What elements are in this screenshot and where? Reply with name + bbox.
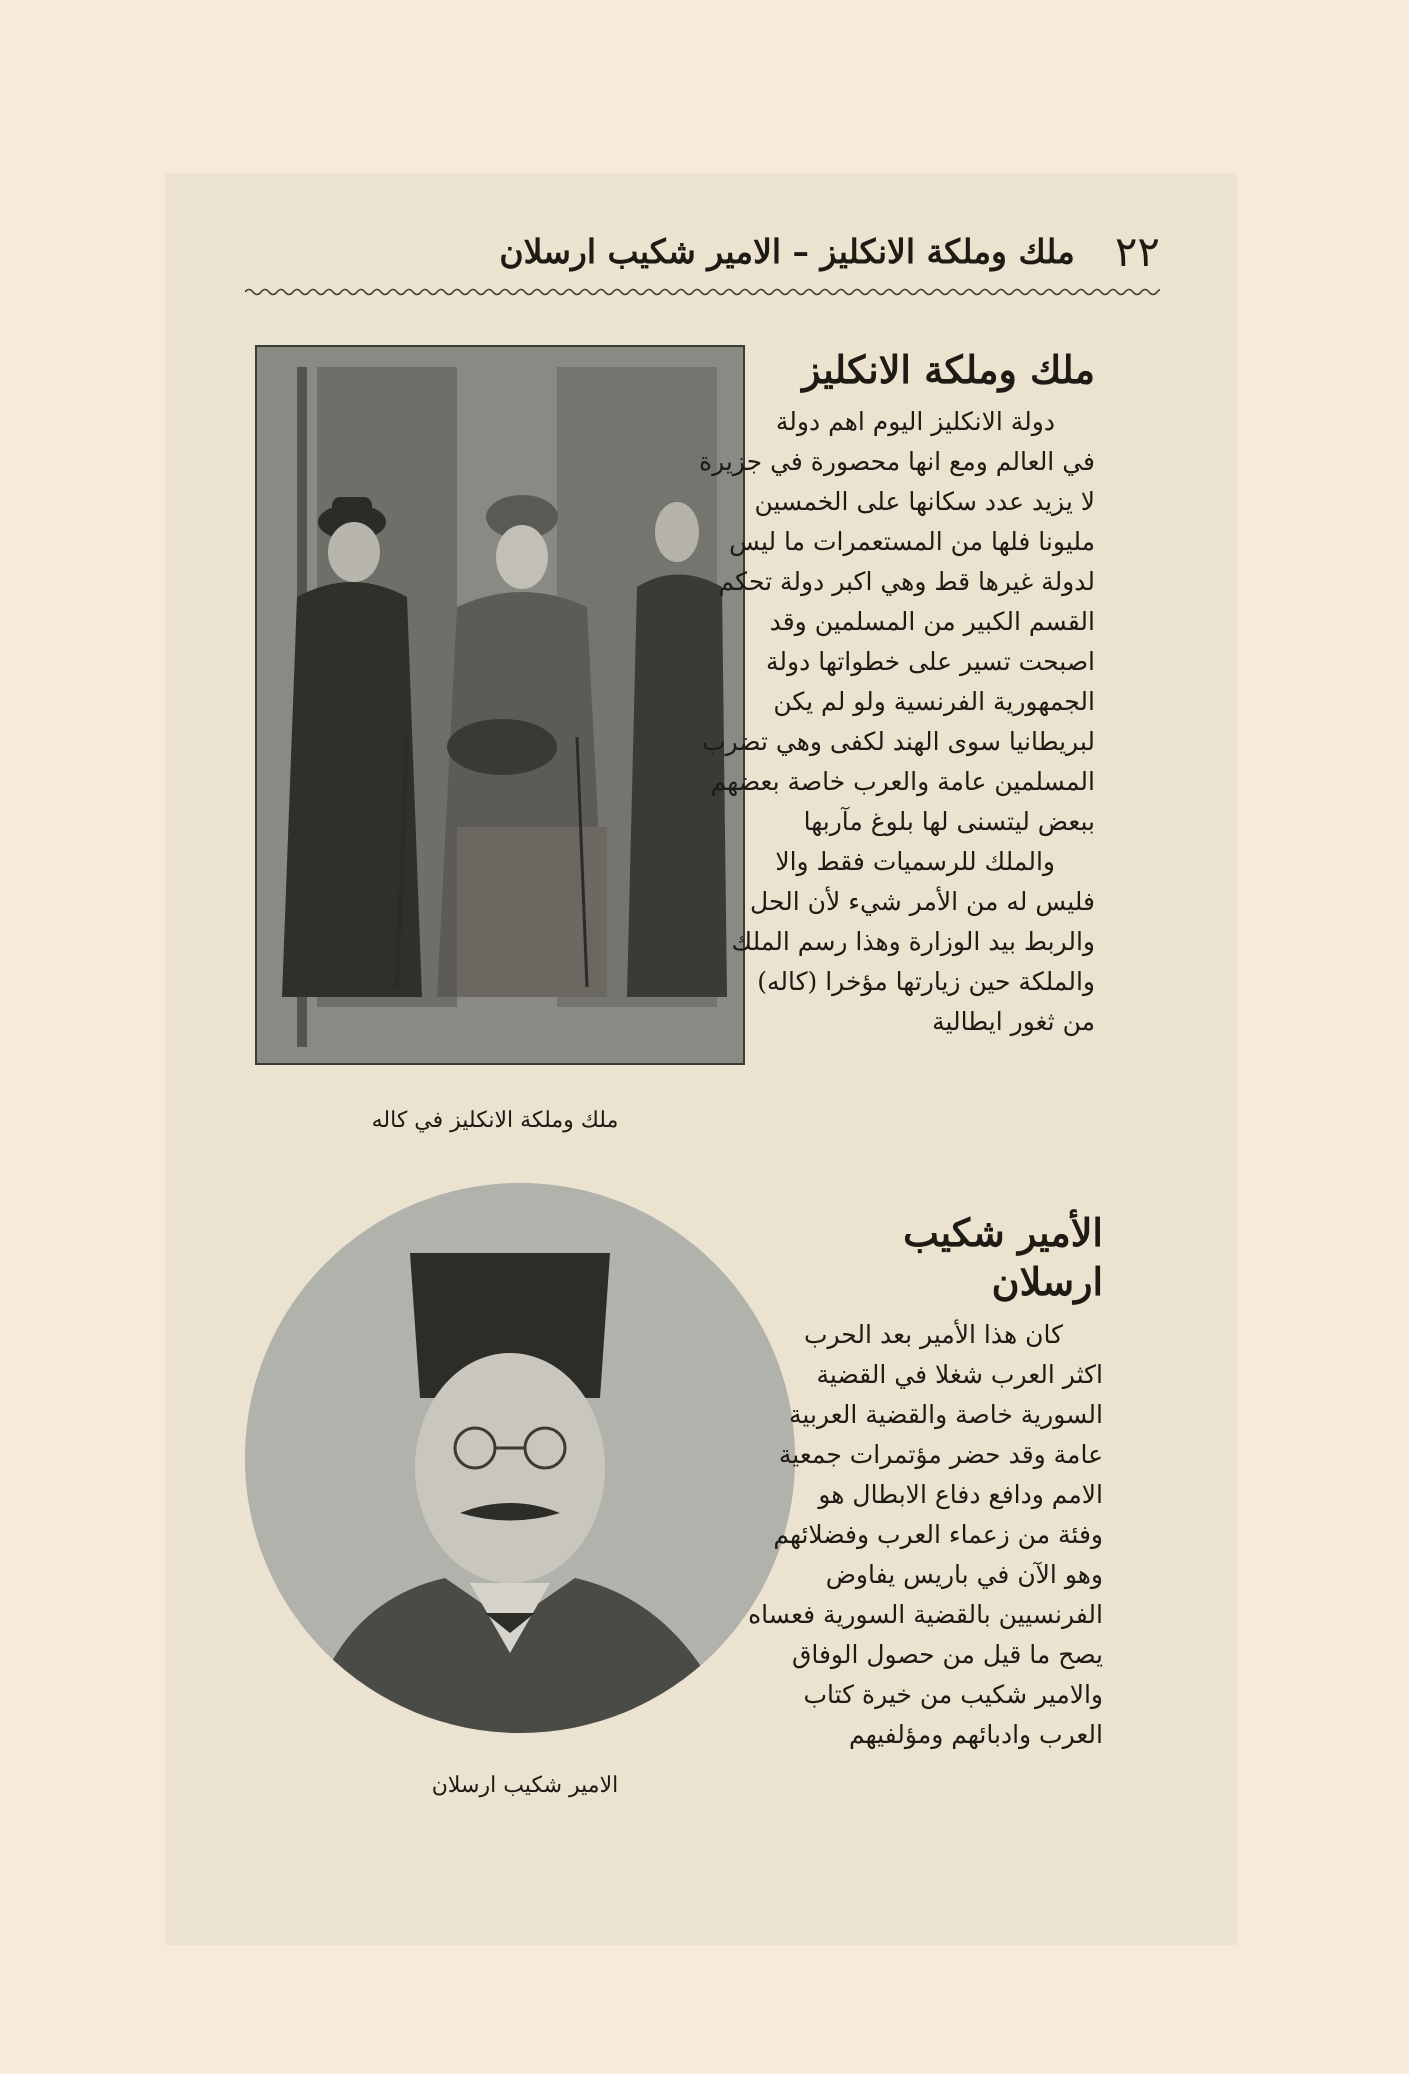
king-queen-photo [255,345,745,1065]
page-number: ٢٢ [1114,226,1160,276]
emir-line: العرب وادبائهم ومؤلفيهم [848,1719,1103,1749]
king-line: في العالم ومع انها محصورة في جزيرة [699,447,1095,477]
king-article [699,345,1095,1042]
king-line: والملك للرسميات فقط والا [775,847,1055,877]
emir-line: كان هذا الأمير بعد الحرب [803,1319,1063,1349]
king-line: القسم الكبير من المسلمين وقد [769,607,1095,637]
wavy-divider [245,285,1160,299]
king-line: فليس له من الأمر شيء لأن الحل [750,887,1095,917]
running-title: ملك وملكة الانكليز – الامير شكيب ارسلان [499,231,1075,271]
king-line: مليونا فلها من المستعمرات ما ليس [729,527,1095,557]
emir-article-heading: الأمير شكيب ارسلان [903,1210,1103,1305]
king-line: لدولة غيرها قط وهي اكبر دولة تحكم [718,567,1095,597]
king-line: لبريطانيا سوى الهند لكفى وهي تضرب [701,727,1095,757]
emir-photo-caption: الامير شكيب ارسلان [431,1773,619,1798]
emir-line: عامة وقد حضر مؤتمرات جمعية [778,1439,1103,1469]
king-line: الجمهورية الفرنسية ولو لم يكن [773,687,1095,717]
emir-line: وفئة من زعماء العرب وفضلائهم [773,1519,1103,1549]
king-line: المسلمين عامة والعرب خاصة بعضهم [710,767,1095,797]
emir-article [748,1208,1103,1755]
emir-line: الامم ودافع دفاع الابطال هو [818,1479,1103,1509]
emir-line: الفرنسيين بالقضية السورية فعساه [748,1599,1103,1629]
king-line: والربط بيد الوزارة وهذا رسم الملك [731,927,1095,957]
emir-line: والامير شكيب من خيرة كتاب [803,1679,1103,1709]
king-line: من ثغور ايطالية [932,1007,1095,1037]
king-line: والملكة حين زيارتها مؤخرا (كاله) [757,967,1095,997]
king-photo-caption: ملك وملكة الانكليز في كاله [371,1108,619,1133]
emir-line: السورية خاصة والقضية العربية [789,1399,1103,1429]
king-article-heading: ملك وملكة الانكليز [802,347,1095,392]
magazine-page [165,173,1237,1945]
king-line: دولة الانكليز اليوم اهم دولة [775,407,1055,437]
king-article-body [699,402,1095,1042]
emir-line: اكثر العرب شغلا في القضية [816,1359,1103,1389]
emir-line: وهو الآن في باريس يفاوض [825,1559,1103,1589]
emir-portrait [245,1183,795,1733]
king-line: لا يزيد عدد سكانها على الخمسين [754,487,1095,517]
king-line: اصبحت تسير على خطواتها دولة [766,647,1095,677]
running-head [255,221,1160,281]
king-line: ببعض ليتسنى لها بلوغ مآربها [803,807,1095,837]
emir-article-body [748,1315,1103,1755]
emir-line: يصح ما قيل من حصول الوفاق [791,1639,1103,1669]
